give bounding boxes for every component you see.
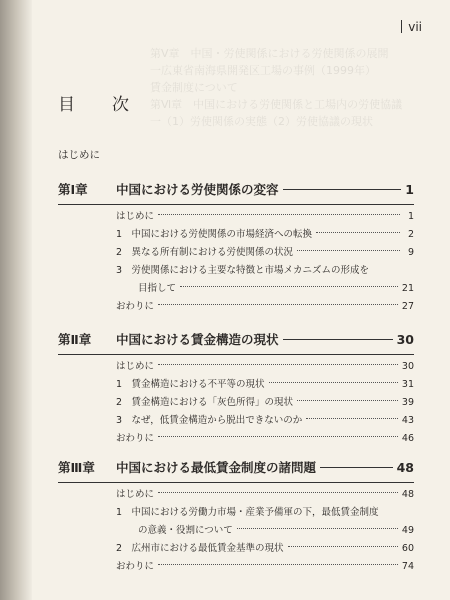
leader-dots bbox=[158, 304, 398, 305]
toc-entry[interactable]: 2 異なる所有制における労使関係の状況 9 bbox=[116, 247, 414, 258]
chapter-heading[interactable] bbox=[58, 458, 414, 480]
leader-dots bbox=[158, 564, 398, 565]
leader-dots bbox=[158, 214, 400, 215]
toc-entry[interactable]: おわりに 46 bbox=[116, 433, 414, 444]
leader-dots bbox=[180, 286, 398, 287]
chapter-title: 中国における賃金構造の現状 bbox=[116, 332, 279, 347]
chapter-heading[interactable] bbox=[58, 330, 414, 352]
chapter-rule bbox=[58, 482, 414, 483]
leader-line bbox=[283, 189, 402, 190]
leader-line bbox=[320, 467, 393, 468]
chapter-heading[interactable] bbox=[58, 180, 414, 202]
toc-entry[interactable]: 1 中国における労使関係の市場経済への転換 2 bbox=[116, 229, 414, 240]
chapter-page: 48 bbox=[396, 460, 414, 475]
chapter-title: 中国における労使関係の変容 bbox=[116, 182, 279, 197]
leader-dots bbox=[158, 492, 398, 493]
chapter-title: 中国における最低賃金制度の諸問題 bbox=[116, 460, 317, 475]
leader-dots bbox=[297, 250, 400, 251]
page-number-rule bbox=[401, 20, 402, 33]
leader-line bbox=[283, 339, 393, 340]
toc-title: 目 次 bbox=[58, 95, 139, 115]
page-gutter-shadow bbox=[0, 0, 32, 600]
page-number: vii bbox=[401, 20, 422, 34]
bleed-through-text: 第Ⅴ章 中国・労使関係における労使関係の展開 一広東省南海県開発区工場の事例（1999年） 賃金制度について 第Ⅵ章 中国における労使関係と工場内の労使協議 一（1）労使関係の実態（2）労使協議の現状 bbox=[150, 47, 403, 128]
toc-entry[interactable]: はじめに 1 bbox=[116, 211, 414, 222]
leader-dots bbox=[297, 400, 398, 401]
leader-dots bbox=[269, 382, 398, 383]
toc-entry[interactable]: 3 なぜ，低賃金構造から脱出できないのか 43 bbox=[116, 415, 414, 426]
chapter-1 bbox=[58, 180, 414, 316]
toc-entry[interactable]: 2 賃金構造における「灰色所得」の現状 39 bbox=[116, 397, 414, 408]
toc-entry[interactable]: 1 賃金構造における不平等の現状 31 bbox=[116, 379, 414, 390]
toc-entry[interactable]: はじめに 30 bbox=[116, 361, 414, 372]
toc-entry[interactable]: おわりに 74 bbox=[116, 561, 414, 572]
chapter-2 bbox=[58, 330, 414, 448]
toc-entry[interactable]: はじめに 48 bbox=[116, 489, 414, 500]
leader-dots bbox=[237, 528, 398, 529]
chapter-rule bbox=[58, 354, 414, 355]
leader-dots bbox=[306, 418, 398, 419]
toc-entry[interactable]: 1 中国における労働力市場・産業予備軍の下，最低賃金制度 bbox=[116, 507, 379, 518]
leader-dots bbox=[288, 546, 398, 547]
leader-dots bbox=[316, 232, 400, 233]
chapter-number: 第Ⅱ章 bbox=[58, 332, 92, 347]
toc-entry-continuation[interactable]: の意義・役割について 49 bbox=[138, 525, 414, 536]
toc-entry[interactable]: 3 労使関係における主要な特徴と市場メカニズムの形成を bbox=[116, 265, 370, 276]
chapter-rule bbox=[58, 204, 414, 205]
toc-entry[interactable]: おわりに 27 bbox=[116, 301, 414, 312]
chapter-page: 1 bbox=[405, 182, 414, 197]
chapter-3 bbox=[58, 458, 414, 576]
toc-entry[interactable]: 2 広州市における最低賃金基準の現状 60 bbox=[116, 543, 414, 554]
leader-dots bbox=[158, 436, 398, 437]
chapter-number: 第Ⅰ章 bbox=[58, 182, 88, 197]
toc-entry-continuation[interactable]: 目指して 21 bbox=[138, 283, 414, 294]
chapter-page: 30 bbox=[396, 332, 414, 347]
chapter-number: 第Ⅲ章 bbox=[58, 460, 95, 475]
toc-intro-entry: はじめに bbox=[58, 149, 100, 161]
leader-dots bbox=[158, 364, 398, 365]
